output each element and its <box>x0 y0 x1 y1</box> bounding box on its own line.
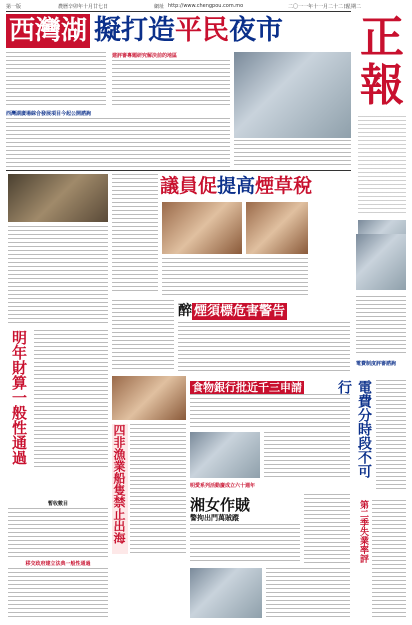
fishing-headline: 四非漁業船隻禁止出海 <box>112 424 128 554</box>
section-rule-1 <box>6 170 351 171</box>
banner-blue-text: 擬打造平民夜市 <box>94 15 284 46</box>
right-col-text-3 <box>372 500 406 618</box>
right-col-text-2 <box>376 380 406 490</box>
masthead-char-1: 正 <box>360 12 404 63</box>
left-col-text-4 <box>8 568 108 620</box>
lunar-date: 農曆辛卯年十月廿七日 <box>58 4 109 10</box>
page-label: 第一版 <box>6 4 22 10</box>
fishing-text <box>130 424 186 554</box>
warning-headline: 醉 煙須標危害警告 <box>178 303 286 319</box>
law-headline: 移交政府建立法典一般性通過 <box>25 561 91 567</box>
lead-text-bottom <box>6 118 230 168</box>
left-col-text-1 <box>8 226 108 326</box>
right-photo-portrait <box>356 234 406 290</box>
top-rule <box>6 11 351 12</box>
warning-text-right <box>178 322 350 372</box>
masthead-info-text <box>358 116 406 216</box>
tobacco-photo-2 <box>246 202 308 254</box>
charity-photo-1 <box>190 432 260 478</box>
left-col-text-2 <box>34 330 108 470</box>
electricity-headline: 電費分時段不可行 <box>336 380 372 478</box>
lead-text-left <box>6 52 106 108</box>
left-col-text-3 <box>8 508 108 558</box>
site-label: 網址 <box>154 4 165 10</box>
electricity-subhead: 電費制度評審諮詢 <box>356 361 397 367</box>
banner-headline <box>6 14 351 48</box>
warning-text-left <box>112 300 174 372</box>
council-photo <box>8 174 108 222</box>
budget-headline: 明年財算一般性通過 <box>10 330 28 465</box>
foodbank-headline: 食物銀行批近千三申請 <box>192 381 302 394</box>
lead-subhead: 建評審專題研究解決前的地區 <box>112 53 178 59</box>
site-url[interactable]: http://www.chengpou.com.mo <box>168 3 244 9</box>
tobacco-text-left <box>112 174 158 294</box>
page-meta-bar <box>6 2 406 11</box>
left-col-subhead: 暫收數目 <box>47 501 68 507</box>
tobacco-photo-1 <box>162 202 242 254</box>
lead-subheadline: 西灣湖廣場綜合發展項目今起公開諮詢 <box>6 111 92 117</box>
charity-text <box>264 432 350 478</box>
tobacco-tax-headline: 議員促提高煙草稅 <box>160 175 313 197</box>
tobacco-text-right <box>162 258 308 298</box>
thief-text <box>190 524 300 564</box>
bottom-text <box>266 568 350 618</box>
charity-headline: 明愛系列活動慶成立六十週年 <box>190 483 256 489</box>
lead-photo-waterfront <box>234 52 351 138</box>
bottom-photo <box>190 568 262 618</box>
foodbank-photo <box>112 376 186 420</box>
right-col-text-1 <box>356 296 406 356</box>
unemployment-headline: 第二季失業率評 <box>358 500 368 563</box>
masthead-char-2: 報 <box>360 60 404 111</box>
thief-subhead: 警拘出門萬賊蹤 <box>190 514 239 522</box>
lead-text-mid <box>112 60 230 108</box>
banner-red-text: 西灣湖 <box>6 14 90 48</box>
thief-headline: 湘女作賊 <box>190 496 251 514</box>
issue-date: 二〇一一年十一月二十二日 <box>288 4 349 10</box>
lead-text-right <box>234 140 351 168</box>
weekday: 星期二 <box>346 4 362 10</box>
foodbank-text <box>190 394 350 428</box>
thief-text-right <box>304 494 350 564</box>
